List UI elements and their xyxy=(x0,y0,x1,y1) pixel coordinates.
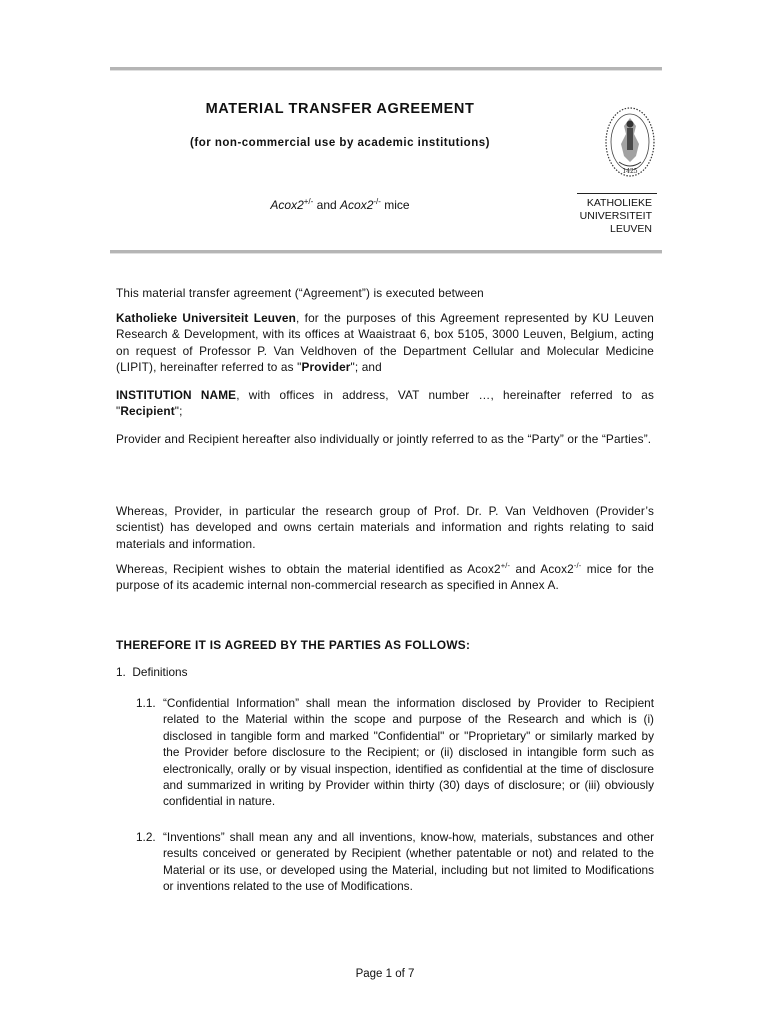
seal-year: 1425 xyxy=(622,168,638,175)
provider-end: "; and xyxy=(350,360,382,375)
and-text: and xyxy=(313,198,341,212)
top-rule xyxy=(110,67,662,71)
whereas-1-paragraph: Whereas, Provider, in particular the research group of Prof. Dr. P. Van Veldhoven (Provider’s scientist) has developed and owns certain materials and information and rights relating to said materials and information. xyxy=(116,504,654,551)
university-line-3: LEUVEN xyxy=(609,223,652,235)
genotype-1: +/- xyxy=(303,197,314,206)
definition-1-1 xyxy=(136,695,654,810)
whereas-2-part-b: and Acox2 xyxy=(510,562,574,576)
institution-text: , with offices in address, VAT number …, hereinafter referred to as " xyxy=(116,388,654,419)
intro-paragraph: This material transfer agreement (“Agreement”) is executed between xyxy=(116,286,484,300)
document-subtitle: (for non-commercial use by academic institutions) xyxy=(190,137,490,149)
institution-paragraph xyxy=(116,387,654,420)
definition-1-2-number: 1.2. xyxy=(136,830,156,844)
section-1-heading: 1. Definitions xyxy=(116,665,188,679)
page-number: Page 1 of 7 xyxy=(355,968,415,980)
parties-paragraph: Provider and Recipient hereafter also individually or jointly referred to as the “Party” or the “Parties”. xyxy=(116,432,652,446)
definition-1-2 xyxy=(136,829,654,895)
definition-1-2-text: “Inventions” shall mean any and all inventions, know-how, materials, substances and other results conceived or generated by Recipient (whether patentable or not) and related to the Material or its use, or developed using the Material, including but not limited to Modifications or inventions related to the use of Modifications. xyxy=(163,830,654,894)
provider-text: , for the purposes of this Agreement represented by KU Leuven Research & Development, with its offices at Waaistraat 6, box 5105, 3000 Leuven, Belgium, acting on request of Professor P. Van Veldhoven of the Department Cellular and Molecular Medicine (LIPIT), hereinafter referred to as " xyxy=(116,311,654,375)
mice-word: mice xyxy=(380,198,410,212)
whereas-2-paragraph xyxy=(116,561,654,594)
gene-1: Acox2 xyxy=(270,198,304,212)
whereas-2-genotype-1: +/- xyxy=(500,561,511,571)
university-name xyxy=(540,197,652,236)
institution-name: INSTITUTION NAME xyxy=(116,388,237,402)
genotype-2: -/- xyxy=(373,197,381,206)
therefore-heading: THEREFORE IT IS AGREED BY THE PARTIES AS FOLLOWS: xyxy=(116,638,471,652)
provider-label: Provider xyxy=(301,360,351,375)
recipient-label: Recipient xyxy=(120,404,175,419)
material-name xyxy=(110,197,570,212)
provider-paragraph xyxy=(116,310,654,376)
definition-1-1-number: 1.1. xyxy=(136,696,156,710)
recipient-end: "; xyxy=(174,404,183,419)
university-line-1: KATHOLIEKE xyxy=(586,197,652,209)
university-line-2: UNIVERSITEIT xyxy=(579,210,652,222)
gene-2: Acox2 xyxy=(340,198,374,212)
whereas-2-part-a: Whereas, Recipient wishes to obtain the material identified as Acox2 xyxy=(116,562,501,576)
logo-divider xyxy=(577,193,657,194)
header-rule xyxy=(110,250,662,254)
document-title: MATERIAL TRANSFER AGREEMENT xyxy=(205,101,475,117)
whereas-2-genotype-2: -/- xyxy=(573,561,582,571)
definition-1-1-text: “Confidential Information” shall mean the information disclosed by Provider to Recipient related to the Material within the scope and purpose of the Research and which is (i) disclosed in tangible form and marked "Confidential" or "Proprietary" or similarly marked by the Provider before disclosure to the Recipient; or (ii) disclosed in intangible form such as electronically, orally or by visual inspection, identified as confidential at the time of disclosure and summarized in writing by Provider within thirty (30) days of disclosure; or (iii) obviously confidential in nature. xyxy=(163,696,654,809)
whereas-2-part-c: mice for the purpose of its academic internal non-commercial research as specified in Annex A. xyxy=(116,562,655,593)
university-seal-logo xyxy=(603,104,657,188)
provider-name: Katholieke Universiteit Leuven xyxy=(116,311,296,325)
